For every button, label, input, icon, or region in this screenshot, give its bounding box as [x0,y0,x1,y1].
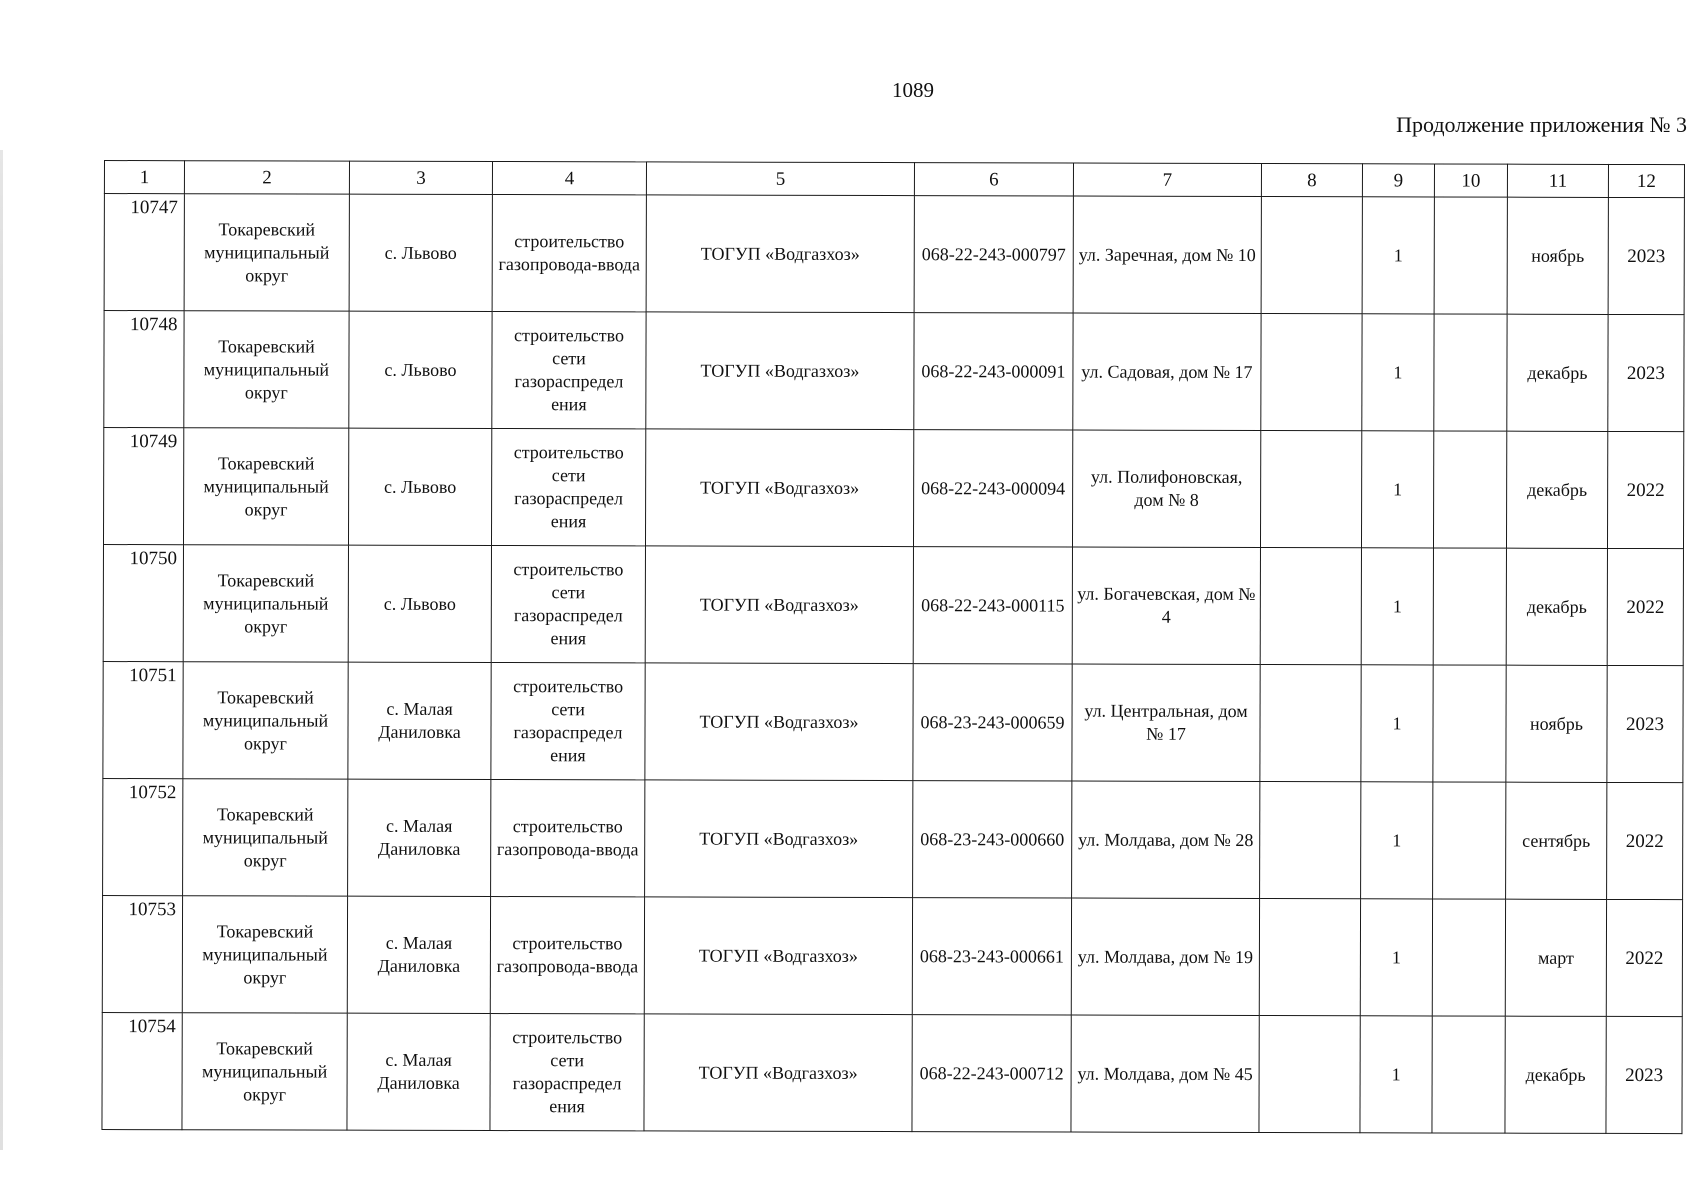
header-cell: 12 [1608,164,1684,197]
header-cell: 7 [1073,163,1261,196]
row-number: 10747 [104,194,184,311]
work-type-cell: строительство сети газораспредел ения [491,429,645,546]
district-cell: Токаревский муниципальный округ [183,428,348,545]
col8-cell [1261,314,1362,431]
table-row [103,778,1683,899]
year-cell: 2022 [1607,782,1683,899]
work-type-cell: строительство сети газораспредел ения [491,663,645,780]
year-cell: 2023 [1608,314,1684,431]
count-cell: 1 [1361,431,1433,548]
header-cell: 1 [104,161,184,194]
col8-cell [1261,197,1362,314]
table-row [102,895,1682,1016]
row-number: 10750 [103,545,183,662]
table-row [102,1012,1682,1133]
locality-cell: с. Львово [348,428,491,545]
header-cell: 4 [492,162,646,195]
table-row [103,545,1683,666]
district-cell: Токаревский муниципальный округ [182,896,347,1013]
address-cell: ул. Богачевская, дом № 4 [1072,547,1260,664]
locality-cell: с. Малая Даниловка [347,896,490,1013]
row-number: 10752 [103,778,183,895]
continuation-label: Продолжение приложения № 3 [1396,112,1687,137]
district-cell: Токаревский муниципальный округ [183,545,348,662]
organization-cell: ТОГУП «Водгазхоз» [644,897,912,1015]
code-cell: 068-22-243-000712 [912,1015,1071,1132]
address-cell: ул. Полифоновская, дом № 8 [1072,430,1260,547]
month-cell: март [1505,899,1606,1016]
table-row [104,311,1684,432]
count-cell: 1 [1360,899,1432,1016]
month-cell: ноябрь [1506,665,1607,782]
work-type-cell: строительство газопровода-ввода [491,780,645,897]
organization-cell: ТОГУП «Водгазхоз» [645,663,913,781]
count-cell: 1 [1361,548,1433,665]
year-cell: 2022 [1607,431,1683,548]
header-cell: 3 [349,161,492,194]
count-cell: 1 [1360,1016,1432,1133]
district-cell: Токаревский муниципальный округ [182,1013,347,1130]
page-number: 1089 [892,78,934,102]
code-cell: 068-23-243-000660 [913,781,1072,898]
code-cell: 068-22-243-000094 [913,430,1072,547]
header-cell: 6 [914,163,1073,196]
code-cell: 068-22-243-000797 [914,196,1073,313]
address-cell: ул. Молдава, дом № 19 [1071,898,1259,1015]
work-type-cell: строительство сети газораспредел ения [492,312,646,429]
col8-cell [1259,899,1360,1016]
header-cell: 10 [1434,164,1507,197]
row-number: 10748 [104,311,184,428]
code-cell: 068-22-243-000115 [913,547,1072,664]
organization-cell: ТОГУП «Водгазхоз» [645,429,913,547]
work-type-cell: строительство сети газораспредел ения [491,546,645,663]
row-number: 10753 [102,895,182,1012]
month-cell: декабрь [1507,314,1608,431]
registry-table [101,160,1685,1134]
organization-cell: ТОГУП «Водгазхоз» [644,1014,912,1132]
header-cell: 2 [184,161,349,194]
row-number: 10751 [103,661,183,778]
work-type-cell: строительство газопровода-ввода [490,897,644,1014]
code-cell: 068-22-243-000091 [914,313,1073,430]
code-cell: 068-23-243-000659 [913,664,1072,781]
address-cell: ул. Молдава, дом № 28 [1072,781,1260,898]
work-type-cell: строительство сети газораспредел ения [490,1014,644,1131]
organization-cell: ТОГУП «Водгазхоз» [645,546,913,664]
col10-cell [1432,899,1505,1016]
header-cell: 9 [1362,164,1434,197]
locality-cell: с. Малая Даниловка [347,1013,490,1130]
code-cell: 068-23-243-000661 [912,898,1071,1015]
header-row [104,161,1684,198]
district-cell: Токаревский муниципальный округ [183,662,348,779]
month-cell: декабрь [1505,1016,1606,1133]
address-cell: ул. Садовая, дом № 17 [1073,313,1261,430]
col8-cell [1260,782,1361,899]
locality-cell: с. Малая Даниловка [348,779,491,896]
year-cell: 2023 [1607,665,1683,782]
col8-cell [1260,665,1361,782]
address-cell: ул. Центральная, дом № 17 [1072,664,1260,781]
month-cell: ноябрь [1507,197,1608,314]
table-row [103,428,1683,549]
month-cell: декабрь [1506,431,1607,548]
col10-cell [1434,197,1507,314]
locality-cell: с. Львово [348,545,491,662]
col8-cell [1260,548,1361,665]
count-cell: 1 [1361,665,1433,782]
row-number: 10749 [103,428,183,545]
work-type-cell: строительство газопровода-ввода [492,195,646,312]
count-cell: 1 [1362,197,1434,314]
header-cell: 8 [1261,164,1362,197]
count-cell: 1 [1362,314,1434,431]
header-cell: 5 [646,162,914,196]
locality-cell: с. Малая Даниловка [348,662,491,779]
locality-cell: с. Львово [349,311,492,428]
year-cell: 2023 [1606,1016,1682,1133]
col10-cell [1433,782,1506,899]
header-cell: 11 [1507,164,1608,197]
year-cell: 2023 [1608,197,1684,314]
count-cell: 1 [1361,782,1433,899]
col8-cell [1260,431,1361,548]
district-cell: Токаревский муниципальный округ [184,311,349,428]
year-cell: 2022 [1606,899,1682,1016]
month-cell: сентябрь [1506,782,1607,899]
col10-cell [1433,548,1506,665]
col10-cell [1433,431,1506,548]
year-cell: 2022 [1607,548,1683,665]
month-cell: декабрь [1506,548,1607,665]
organization-cell: ТОГУП «Водгазхоз» [645,780,913,898]
address-cell: ул. Заречная, дом № 10 [1073,196,1261,313]
organization-cell: ТОГУП «Водгазхоз» [646,312,914,430]
address-cell: ул. Молдава, дом № 45 [1071,1015,1259,1132]
table-row [104,194,1684,315]
locality-cell: с. Львово [349,194,492,311]
col10-cell [1433,665,1506,782]
table-row [103,661,1683,782]
col10-cell [1432,1016,1505,1133]
col10-cell [1434,314,1507,431]
row-number: 10754 [102,1012,182,1129]
col8-cell [1259,1016,1360,1133]
scan-edge [0,150,3,1150]
district-cell: Токаревский муниципальный округ [184,194,349,311]
organization-cell: ТОГУП «Водгазхоз» [646,195,914,313]
district-cell: Токаревский муниципальный округ [183,779,348,896]
